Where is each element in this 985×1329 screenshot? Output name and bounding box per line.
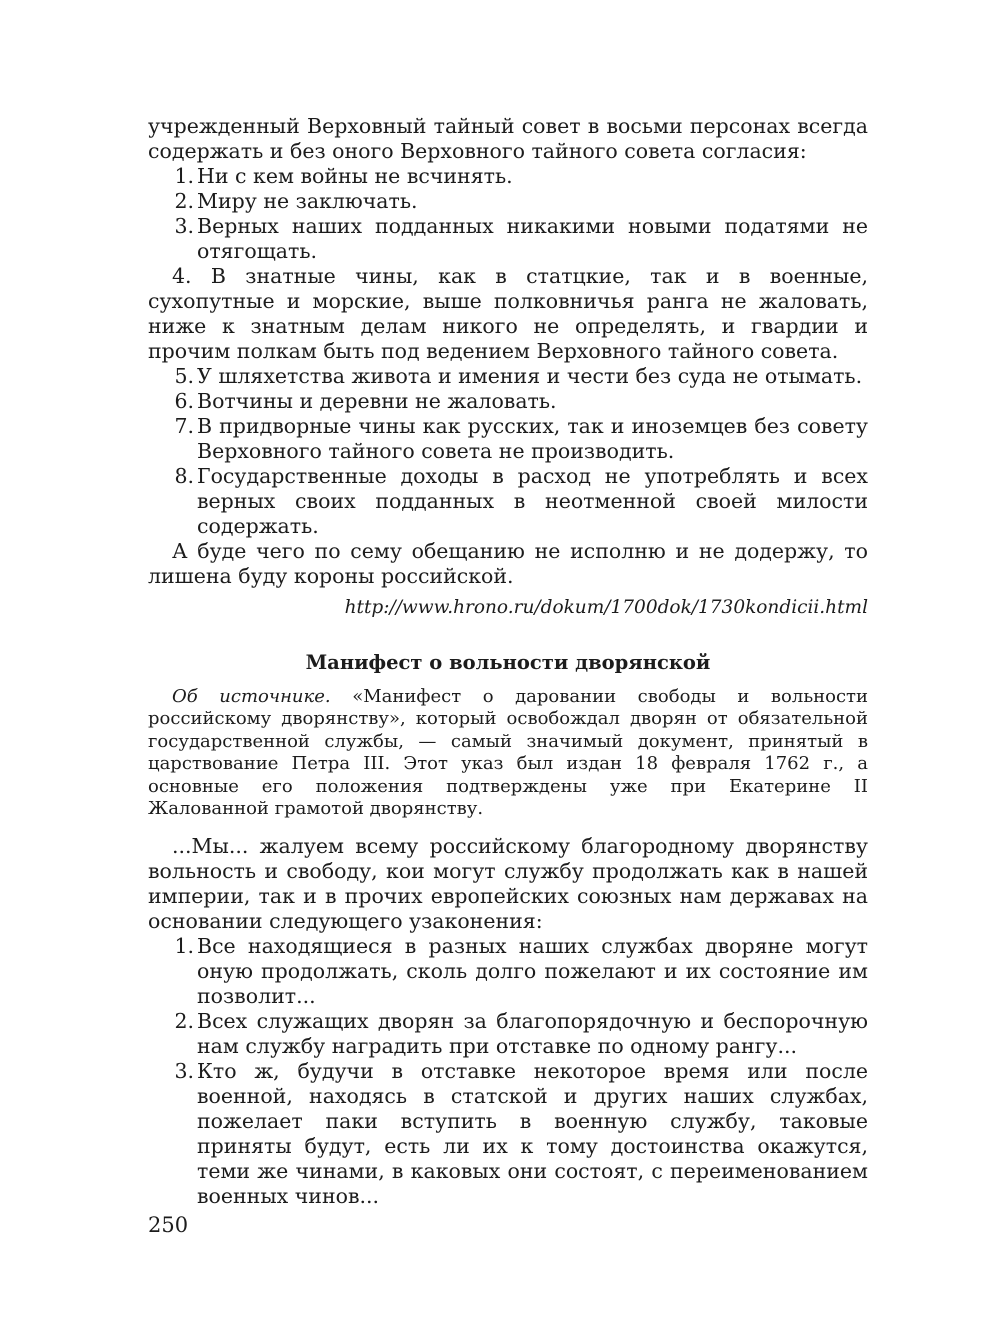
source-note [148,686,868,820]
list-item-text: Все находящиеся в разных наших службах дворяне могут оную продолжать, сколь долго пожелают и их состояние им позволит... [197,934,868,1009]
list-item [148,189,868,214]
list-item [148,164,868,189]
list-item-text: Верных наших подданных никакими новыми податями не отягощать. [197,214,868,263]
list-item [148,464,868,539]
list-item-number: 8. [174,464,194,488]
list-item [148,1009,868,1059]
list-item-number: 2. [174,1009,194,1034]
section-heading: Манифест о вольности дворянской [305,651,711,674]
list-item [148,934,868,1009]
page-content [148,114,868,1209]
list-item-text: Кто ж, будучи в отставке некоторое время или после военной, находясь в статской и других наших службах, пожелает паки вступить в военную службу, таковые приняты будут, есть ли их к тому достоинства окажутся, теми же чинами, в каковых они состоят, с переименованием военных чинов... [197,1059,868,1209]
intro-paragraph: учрежденный Верховный тайный совет в восьми персонах всегда содержать и без оного Верховного тайного совета согласия: [148,114,868,163]
list-item-number: 1. [174,934,194,959]
source-url: http://www.hrono.ru/dokum/1700dok/1730kondicii.html [344,597,868,618]
list-item-number: 2. [174,189,194,213]
list-item [148,214,868,264]
source-note-text: «Манифест о даровании свободы и вольности российскому дворянству», который освобождал дворян от обязательной государственной службы, — самый значимый документ, принятый в царствование Петра III. Этот указ был издан 18 февраля 1762 г., а основные его положения подтверждены уже при Екатерине II Жалованной грамотой дворянству. [148,686,868,820]
list-item-text: Миру не заключать. [197,189,418,213]
list-item-number: 3. [174,214,194,238]
closing-paragraph: А буде чего по сему обещанию не исполню и не додержу, то лишена буду короны российской. [148,539,868,588]
list-item [148,414,868,464]
list-item-text: Государственные доходы в расход не употреблять и всех верных своих подданных в неотменной своей милости содержать. [197,464,868,538]
list-item-number: 7. [174,414,194,438]
list-item [148,364,868,389]
manifest-intro: ...Мы... жалуем всему российскому благородному дворянству вольность и свободу, кои могут службу продолжать как в нашей империи, так и в прочих европейских союзных нам державах на основании следующего узаконения: [148,834,868,934]
list-item-text: Ни с кем войны не всчинять. [197,164,513,188]
paragraph-item-4: 4. В знатные чины, как в статцкие, так и в военные, сухопутные и морские, выше полковничья ранга не жаловать, ниже к знатным делам никого не определять, и гвардии и прочим полкам быть под ведением Верховного тайного совета. [148,264,868,363]
list-item [148,1059,868,1209]
list-item-text: У шляхетства живота и имения и чести без суда не отымать. [197,364,863,388]
list-item-text: В придворные чины как русских, так и иноземцев без совету Верховного тайного совета не производить. [197,414,868,463]
list-item-text: Вотчины и деревни не жаловать. [197,389,557,413]
list-item-number: 1. [174,164,194,188]
list-item-number: 6. [174,389,194,413]
list-item [148,389,868,414]
source-note-lead: Об источнике. [172,686,331,707]
list-item-number: 5. [174,364,194,388]
page-number: 250 [148,1213,189,1237]
list-item-text: Всех служащих дворян за благопорядочную и беспорочную нам службу наградить при отставке по одному рангу... [197,1009,868,1059]
list-item-number: 3. [174,1059,194,1084]
